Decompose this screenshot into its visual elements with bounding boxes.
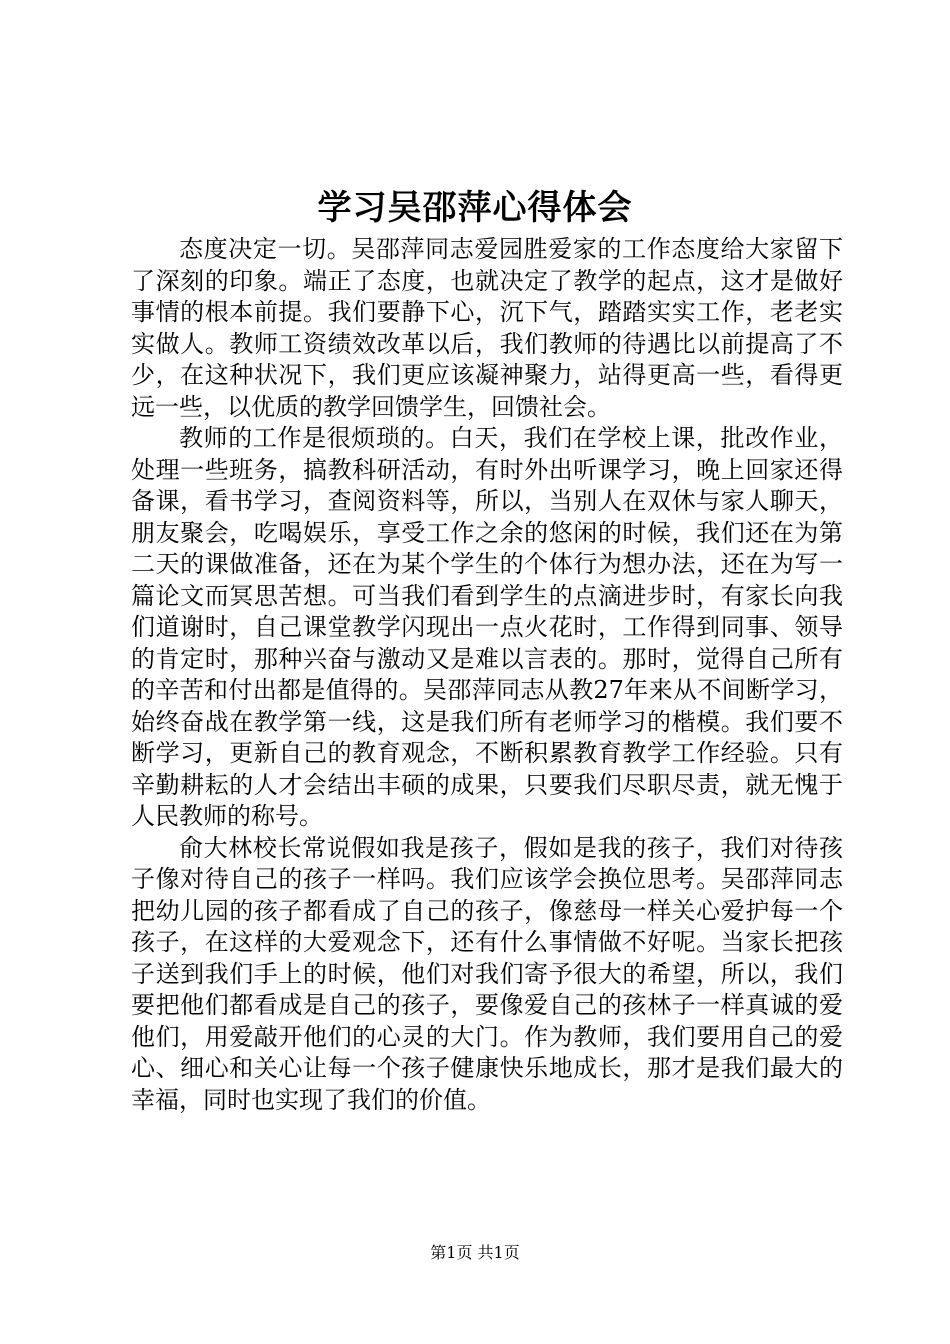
paragraph-2: 教师的工作是很烦琐的。白天，我们在学校上课，批改作业，处理一些班务，搞教科研活动，有时外出听课学习，晚上回家还得备课，看书学习，查阅资料等，所以，当别人在双休与家人聊天，朋友聚会，吃喝娱乐，享受工作之余的悠闲的时候，我们还在为第二天的课做准备，还在为某个学生的个体行为想办法，还在为写一篇论文而冥思苦想。可当我们看到学生的点滴进步时，有家长向我们道谢时，自己课堂教学闪现出一点火花时，工作得到同事、领导的肯定时，那种兴奋与激动又是难以言表的。那时，觉得自己所有的辛苦和付出都是值得的。吴邵萍同志从教27年来从不间断学习，始终奋战在教学第一线，这是我们所有老师学习的楷模。我们要不断学习，更新自己的教育观念，不断积累教育教学工作经验。只有辛勤耕耘的人才会结出丰硕的成果，只要我们尽职尽责，就无愧于人民教师的称号。 xyxy=(131,424,843,830)
paragraph-1: 态度决定一切。吴邵萍同志爱园胜爱家的工作态度给大家留下了深刻的印象。端正了态度，也就决定了教学的起点，这才是做好事情的根本前提。我们要静下心，沉下气，踏踏实实工作，老老实实做人。教师工资绩效改革以后，我们教师的待遇比以前提高了不少，在这种状况下，我们更应该凝神聚力，站得更高一些，看得更远一些，以优质的教学回馈学生，回馈社会。 xyxy=(131,235,843,421)
page-number-footer: 第1页 共1页 xyxy=(430,1243,520,1262)
paragraph-3: 俞大林校长常说假如我是孩子，假如是我的孩子，我们对待孩子像对待自己的孩子一样吗。我们应该学会换位思考。吴邵萍同志把幼儿园的孩子都看成了自己的孩子，像慈母一样关心爱护每一个孩子，在这样的大爱观念下，还有什么事情做不好呢。当家长把孩子送到我们手上的时候，他们对我们寄予很大的希望，所以，我们要把他们都看成是自己的孩子，要像爱自己的孩林子一样真诚的爱他们，用爱敲开他们的心灵的大门。作为教师，我们要用自己的爱心、细心和关心让每一个孩子健康快乐地成长，那才是我们最大的幸福，同时也实现了我们的价值。 xyxy=(131,833,843,1114)
document-body xyxy=(131,234,843,1116)
document-title: 学习吴邵萍心得体会 xyxy=(317,188,633,228)
